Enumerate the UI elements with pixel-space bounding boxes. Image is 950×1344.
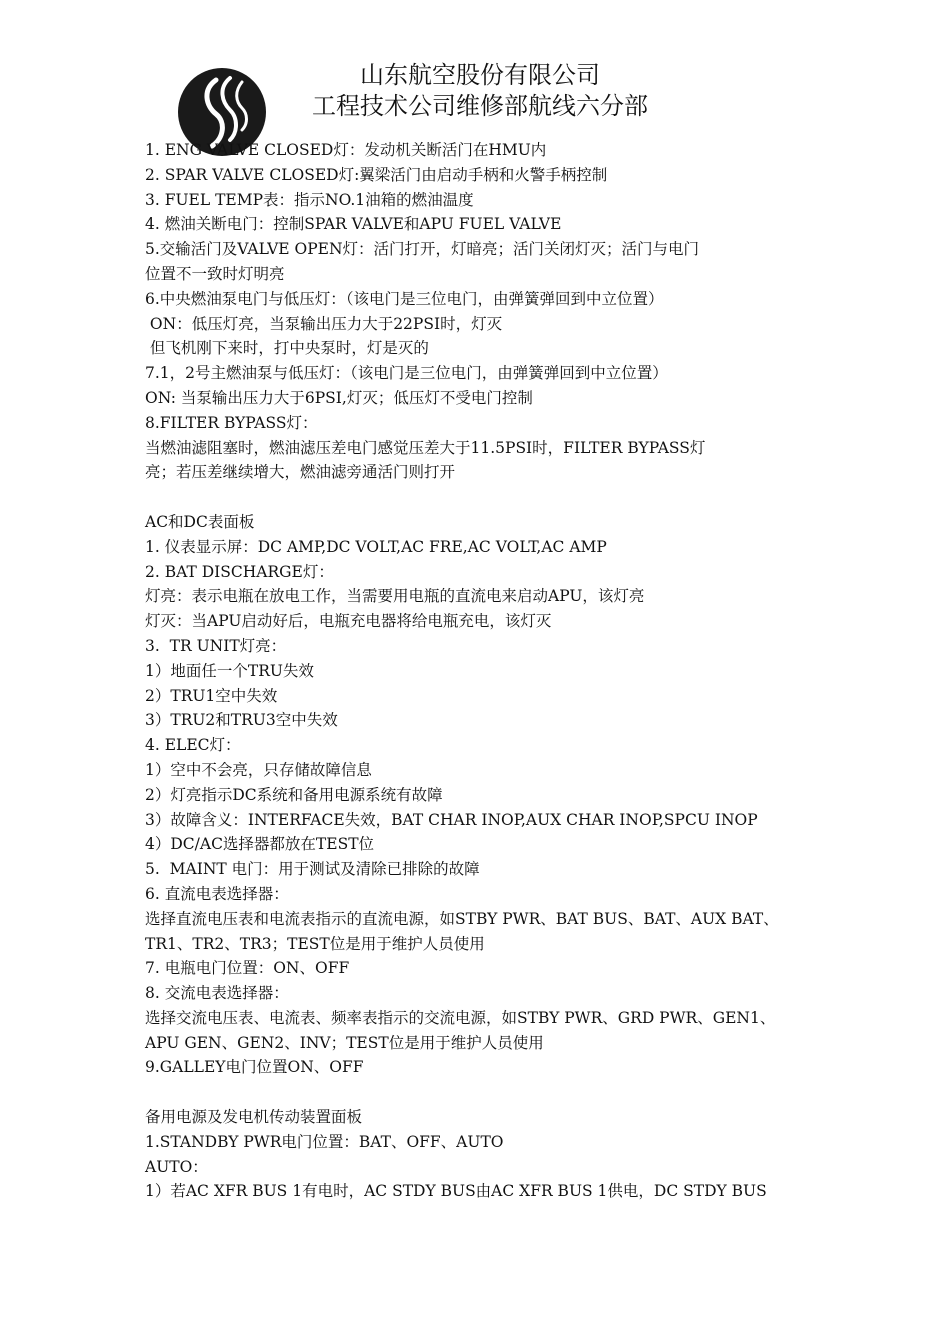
text-line: 亮；若压差继续增大，燃油滤旁通活门则打开 <box>145 463 456 482</box>
text-line: ON：低压灯亮，当泵输出压力大于22PSI时，灯灭 <box>145 314 503 333</box>
text-line: 1）地面任一个TRU失效 <box>145 661 314 680</box>
document-body <box>145 138 825 1204</box>
text-line: 7. 电瓶电门位置：ON、OFF <box>145 959 350 978</box>
text-line: 灯灭：当APU启动好后，电瓶充电器将给电瓶充电，该灯灭 <box>145 612 552 631</box>
text-line: 9.GALLEY电门位置ON、OFF <box>145 1058 364 1077</box>
text-line: 7.1，2号主燃油泵与低压灯：（该电门是三位电门，由弹簧弹回到中立位置） <box>145 364 668 383</box>
text-line: 2）灯亮指示DC系统和备用电源系统有故障 <box>145 785 443 804</box>
text-line: 2. BAT DISCHARGE灯： <box>145 562 334 581</box>
text-line: APU GEN、GEN2、INV；TEST位是用于维护人员使用 <box>145 1033 544 1052</box>
text-line: 6.中央燃油泵电门与低压灯：（该电门是三位电门，由弹簧弹回到中立位置） <box>145 289 664 308</box>
company-name: 山东航空股份有限公司 <box>360 61 600 89</box>
text-line: 4. 燃油关断电门：控制SPAR VALVE和APU FUEL VALVE <box>145 215 562 234</box>
text-line: 位置不一致时灯明亮 <box>145 264 285 283</box>
text-line: 3）故障含义：INTERFACE失效，BAT CHAR INOP,AUX CHAR INOP,SPCU INOP <box>145 810 758 829</box>
text-line: 3. TR UNIT灯亮： <box>145 636 287 655</box>
text-line: 灯亮：表示电瓶在放电工作，当需要用电瓶的直流电来启动APU，该灯亮 <box>145 587 645 606</box>
text-line: 6. 直流电表选择器： <box>145 884 289 903</box>
document-header <box>260 60 700 122</box>
text-line: 1.STANDBY PWR电门位置：BAT、OFF、AUTO <box>145 1132 504 1151</box>
text-line: 4. ELEC灯： <box>145 736 241 755</box>
text-line: 2）TRU1空中失效 <box>145 686 278 705</box>
text-line: 3）TRU2和TRU3空中失效 <box>145 711 338 730</box>
department-name: 工程技术公司维修部航线六分部 <box>312 92 648 120</box>
text-line: 5.交输活门及VALVE OPEN灯：活门打开，灯暗亮；活门关闭灯灭；活门与电门 <box>145 240 700 259</box>
text-line: 8.FILTER BYPASS灯： <box>145 413 318 432</box>
text-line: 1）若AC XFR BUS 1有电时，AC STDY BUS由AC XFR BUS 1供电，DC STDY BUS <box>145 1182 767 1201</box>
text-line: TR1、TR2、TR3；TEST位是用于维护人员使用 <box>145 934 485 953</box>
text-line: 4）DC/AC选择器都放在TEST位 <box>145 835 375 854</box>
text-line: 1. ENG VALVE CLOSED灯：发动机关断活门在HMU内 <box>145 141 547 159</box>
text-line: 当燃油滤阻塞时，燃油滤压差电门感觉压差大于11.5PSI时，FILTER BYPASS灯 <box>145 438 706 457</box>
text-line: 选择交流电压表、电流表、频率表指示的交流电源，如STBY PWR、GRD PWR、GEN1、 <box>145 1008 776 1027</box>
text-line: 3. FUEL TEMP表：指示NO.1油箱的燃油温度 <box>145 190 474 209</box>
text-line: 2. SPAR VALVE CLOSED灯:翼梁活门由启动手柄和火警手柄控制 <box>145 165 608 184</box>
blank-line <box>145 1080 825 1105</box>
text-line: AC和DC表面板 <box>145 512 255 531</box>
text-line: 8. 交流电表选择器： <box>145 984 289 1003</box>
text-line: 1. 仪表显示屏：DC AMP,DC VOLT,AC FRE,AC VOLT,AC AMP <box>145 537 607 556</box>
text-line: 1）空中不会亮，只存储故障信息 <box>145 760 372 779</box>
text-line: ON: 当泵输出压力大于6PSI,灯灭；低压灯不受电门控制 <box>145 388 533 407</box>
text-line: 选择直流电压表和电流表指示的直流电源，如STBY PWR、BAT BUS、BAT、AUX BAT、 <box>145 909 779 928</box>
text-line: 但飞机刚下来时，打中央泵时，灯是灭的 <box>145 339 429 358</box>
text-line: AUTO： <box>145 1157 208 1176</box>
blank-line <box>145 485 825 510</box>
text-line: 备用电源及发电机传动装置面板 <box>145 1108 363 1127</box>
text-line: 5. MAINT 电门：用于测试及清除已排除的故障 <box>145 860 480 879</box>
